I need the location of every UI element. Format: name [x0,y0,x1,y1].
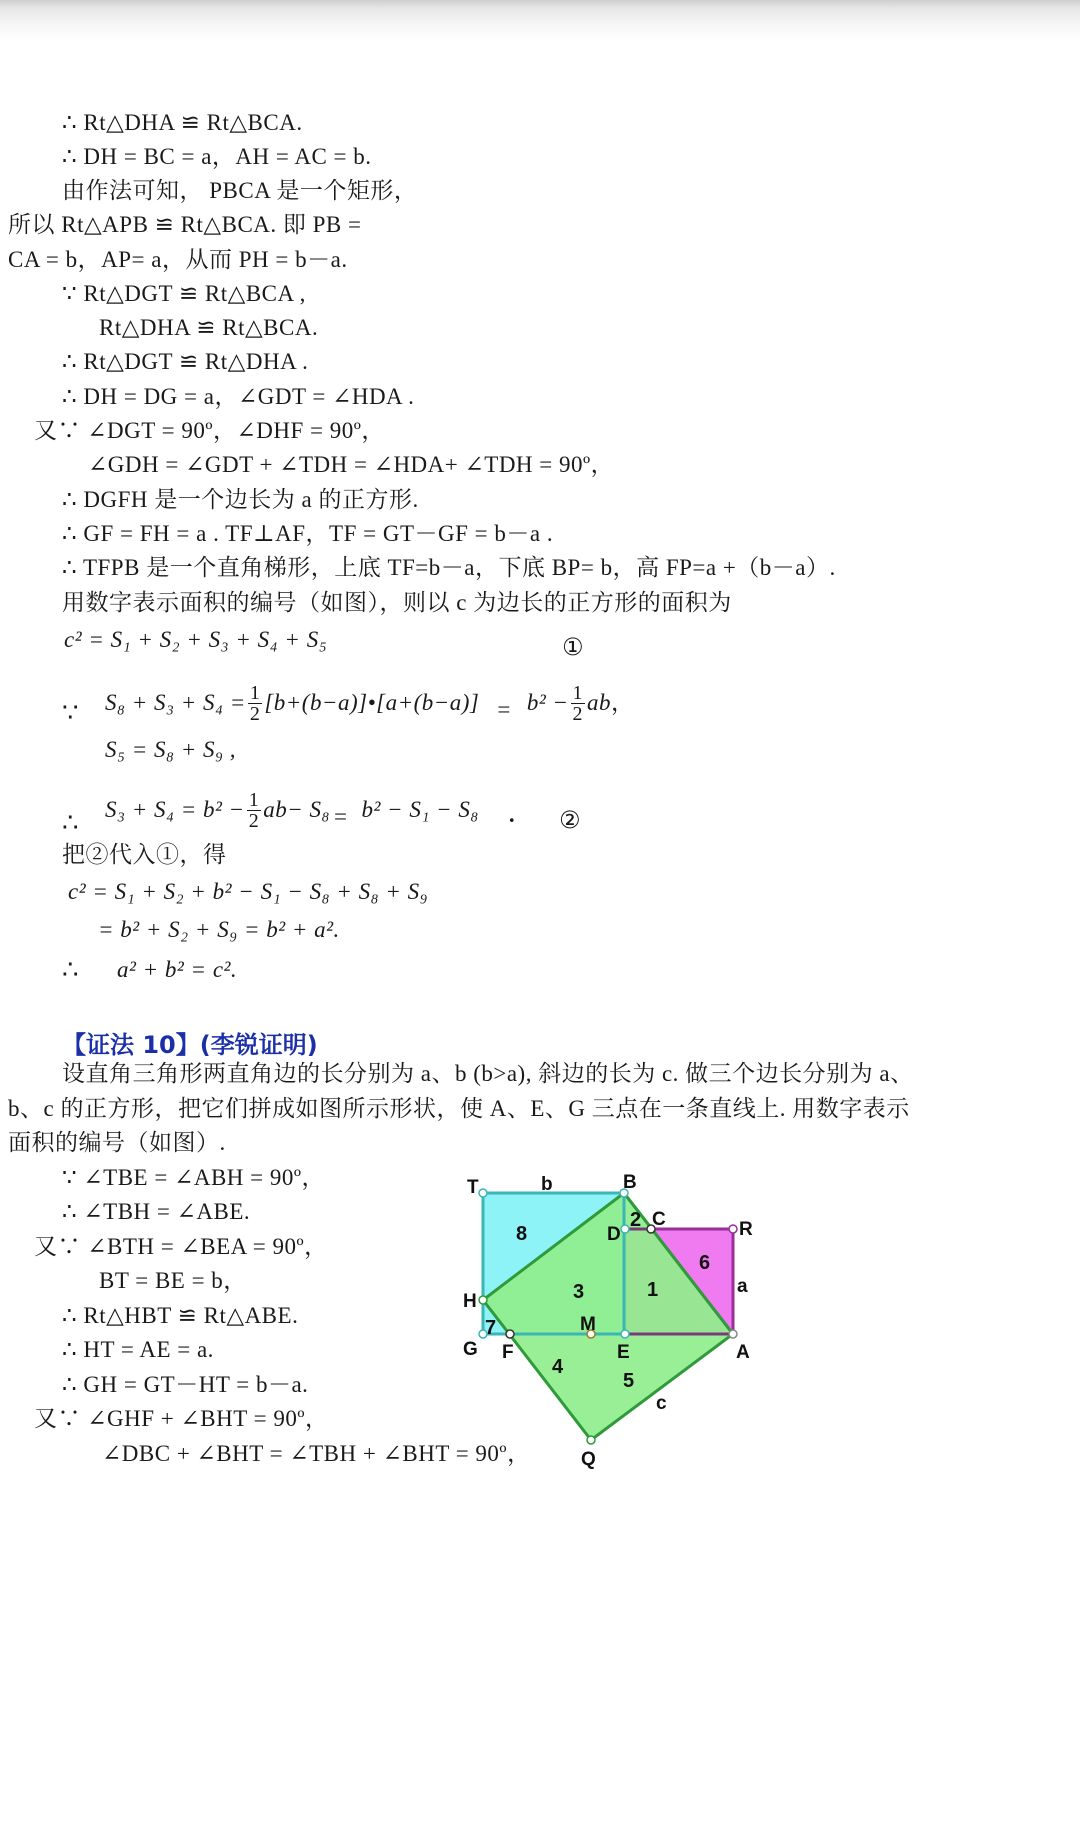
intro-line: b、c 的正方形，把它们拼成如图所示形状，使 A、E、G 三点在一条直线上. 用数字表示 [8,1096,910,1121]
side-label-c: c [656,1393,667,1414]
equation-4: S₃ + S₄ = b² − $\frac{1}{2}$ ab− S₈ = b² − S₁ − S₈ . [105,788,516,832]
point-label-d: D [607,1224,621,1245]
proof-line: 由作法可知， PBCA 是一个矩形， [62,178,418,203]
side-label-b: b [541,1174,553,1195]
region-label-5: 5 [623,1370,635,1392]
equation-7: a² + b² = c². [117,957,238,982]
proof-line: ∴ DH = BC = a，AH = AC = b. [62,144,372,169]
proof-line: BT = BE = b， [99,1268,247,1293]
region-label-8: 8 [516,1223,528,1245]
point-label-t: T [467,1177,479,1198]
proof-line: CA = b，AP= a，从而 PH = b－a. [8,247,348,272]
point-label-g: G [463,1339,478,1360]
fraction-half: $\frac{1}{2}$ [572,681,584,725]
therefore-symbol: ∴ [62,955,80,984]
region-label-7: 7 [485,1317,497,1339]
proof-line: ∠DBC + ∠BHT = ∠TBH + ∠BHT = 90º， [102,1441,531,1466]
point-label-a: A [736,1342,750,1363]
equation-1: c² = S₁ + S₂ + S₃ + S₄ + S₅ [64,627,328,652]
equation-2: S₈ + S₃ + S₄ = $\frac{1}{2}$ [b+(b−a)]•[a+(b−a)] = b² − $\frac{1}{2}$ ab ， [105,681,635,725]
section-title: 【证法 10】(李锐证明) [62,1031,318,1059]
proof-line: ∴ ∠TBH = ∠ABE. [62,1199,251,1224]
proof-line: ∴ DH = DG = a，∠GDT = ∠HDA . [62,384,415,409]
point-label-e: E [617,1342,630,1363]
intro-line: 面积的编号（如图）. [8,1130,226,1155]
proof-line: ∵ ∠TBE = ∠ABH = 90º， [62,1165,325,1190]
equation-2-lhs: S₈ + S₃ + S₄ = [105,690,246,715]
equation-6: = b² + S₂ + S₉ = b² + a². [98,917,340,942]
equation-5: c² = S₁ + S₂ + b² − S₁ − S₈ + S₈ + S₉ [68,879,429,904]
therefore-symbol: ∴ [62,808,80,837]
point-label-m: M [580,1314,596,1335]
region-label-4: 4 [552,1356,564,1378]
fraction-half: $\frac{1}{2}$ [248,788,260,832]
proof-line: 又∵ ∠GHF + ∠BHT = 90º， [34,1406,329,1431]
point-label-b: B [623,1172,637,1193]
equation-2-result-b: ab [587,690,612,715]
point-label-q: Q [581,1449,596,1470]
proof-line: ∴ HT = AE = a. [62,1337,214,1362]
side-label-a: a [737,1276,748,1297]
proof-line: ∴ GH = GT－HT = b－a. [62,1372,309,1397]
substitute-text: 把②代入①，得 [62,842,227,867]
proof-line: ∴ Rt△HBT ≌ Rt△ABE. [62,1303,299,1328]
proof-line: ∠GDH = ∠GDT + ∠TDH = ∠HDA+ ∠TDH = 90º， [88,452,615,477]
proof-line: ∴ GF = FH = a . TF⊥AF，TF = GT－GF = b－a . [62,521,554,546]
point-label-h: H [463,1291,477,1312]
region-label-3: 3 [573,1281,585,1303]
proof-line: ∴ TFPB 是一个直角梯形，上底 TF=b－a，下底 BP= b，高 FP=a +（b－a）. [62,555,836,580]
proof-line: 用数字表示面积的编号（如图），则以 c 为边长的正方形的面积为 [62,590,732,615]
region-label-6: 6 [699,1252,711,1274]
equation-mark-2: ② [559,806,582,834]
proof-line: 又∵ ∠DGT = 90º，∠DHF = 90º， [34,418,385,443]
equation-2-rhs: [b+(b−a)]•[a+(b−a)] [264,690,480,715]
point-label-f: F [502,1342,514,1363]
proof-line: ∴ DGFH 是一个边长为 a 的正方形. [62,487,419,512]
equals: = [497,697,511,722]
point-label-r: R [739,1219,753,1240]
intro-line: 设直角三角形两直角边的长分别为 a、b (b>a), 斜边的长为 c. 做三个边长分别为 a、 [62,1061,914,1086]
equation-mark-1: ① [562,633,585,661]
proof-line: Rt△DHA ≌ Rt△BCA. [99,315,319,340]
point-label-c: C [652,1209,666,1230]
proof-line: ∴ Rt△DGT ≌ Rt△DHA . [62,349,309,374]
equation-2-result-a: b² − [526,690,569,715]
fraction-half: $\frac{1}{2}$ [249,681,261,725]
equation-3: S₅ = S₈ + S₉ , [105,737,237,762]
because-symbol: ∵ [62,698,80,727]
proof-line: 所以 Rt△APB ≌ Rt△BCA. 即 PB = [8,212,362,237]
proof-line: ∵ Rt△DGT ≌ Rt△BCA , [62,281,306,306]
proof-line: 又∵ ∠BTH = ∠BEA = 90º， [34,1234,328,1259]
proof-line: ∴ Rt△DHA ≌ Rt△BCA. [62,110,303,135]
region-label-2: 2 [630,1209,642,1231]
region-label-1: 1 [647,1279,659,1301]
